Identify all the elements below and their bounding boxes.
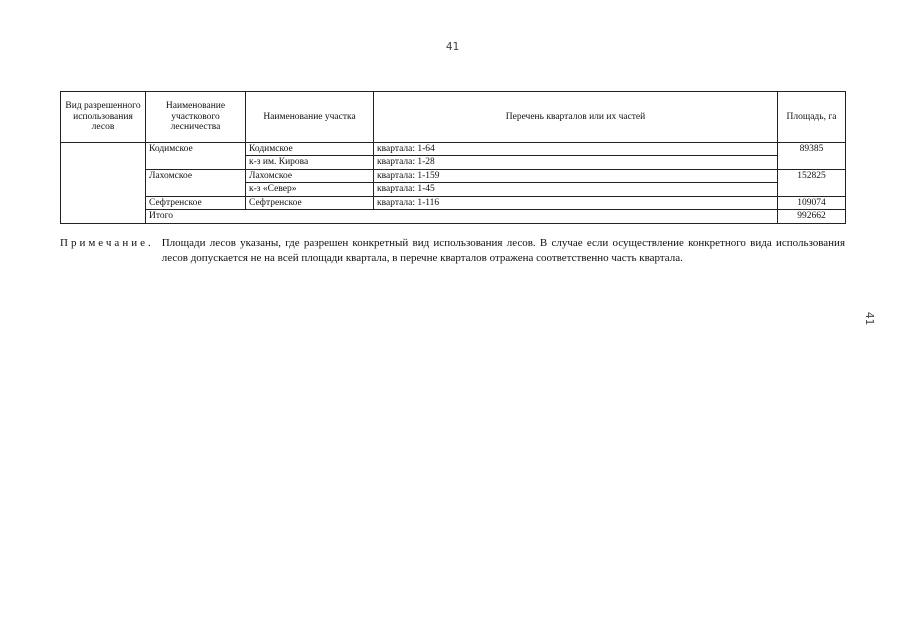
table-header-row (61, 92, 846, 143)
page-number: 41 (445, 40, 460, 53)
header-kind: Вид разрешенного использования лесов (61, 92, 146, 143)
header-site: Наименование участка (246, 92, 374, 143)
header-forestry: Наименование участкового лесничества (146, 92, 246, 143)
site-cell: Кодимское (246, 143, 374, 156)
note-block (60, 236, 845, 266)
site-cell: к-з «Север» (246, 183, 374, 196)
note-text: Площади лесов указаны, где разрешен конкретный вид использования лесов. В случае если осуществление конкретного вида использования лесов допускается не на всей площади квартала, в перечне кварталов отражена соответственно часть квартала. (161, 237, 845, 264)
total-value: 992662 (778, 210, 846, 223)
quarters-cell: квартала: 1-45 (374, 183, 778, 196)
header-area: Площадь, га (778, 92, 846, 143)
side-page-number: 41 (863, 311, 877, 326)
quarters-cell: квартала: 1-116 (374, 196, 778, 209)
forest-table (60, 91, 846, 224)
area-cell: 152825 (778, 169, 846, 196)
header-quarters: Перечень кварталов или их частей (374, 92, 778, 143)
site-cell: к-з им. Кирова (246, 156, 374, 169)
quarters-cell: квартала: 1-159 (374, 169, 778, 182)
area-cell: 109074 (778, 196, 846, 209)
total-row (61, 210, 846, 223)
total-label: Итого (146, 210, 778, 223)
quarters-cell: квартала: 1-64 (374, 143, 778, 156)
area-cell: 89385 (778, 143, 846, 170)
note-label: Примечание. (60, 237, 154, 249)
table-row (61, 143, 846, 156)
kind-cell (61, 143, 146, 224)
forestry-cell: Кодимское (146, 143, 246, 170)
site-cell: Лахомское (246, 169, 374, 182)
table-row (61, 196, 846, 209)
forestry-cell: Лахомское (146, 169, 246, 196)
site-cell: Сефтренское (246, 196, 374, 209)
quarters-cell: квартала: 1-28 (374, 156, 778, 169)
table-row (61, 169, 846, 182)
forestry-cell: Сефтренское (146, 196, 246, 209)
